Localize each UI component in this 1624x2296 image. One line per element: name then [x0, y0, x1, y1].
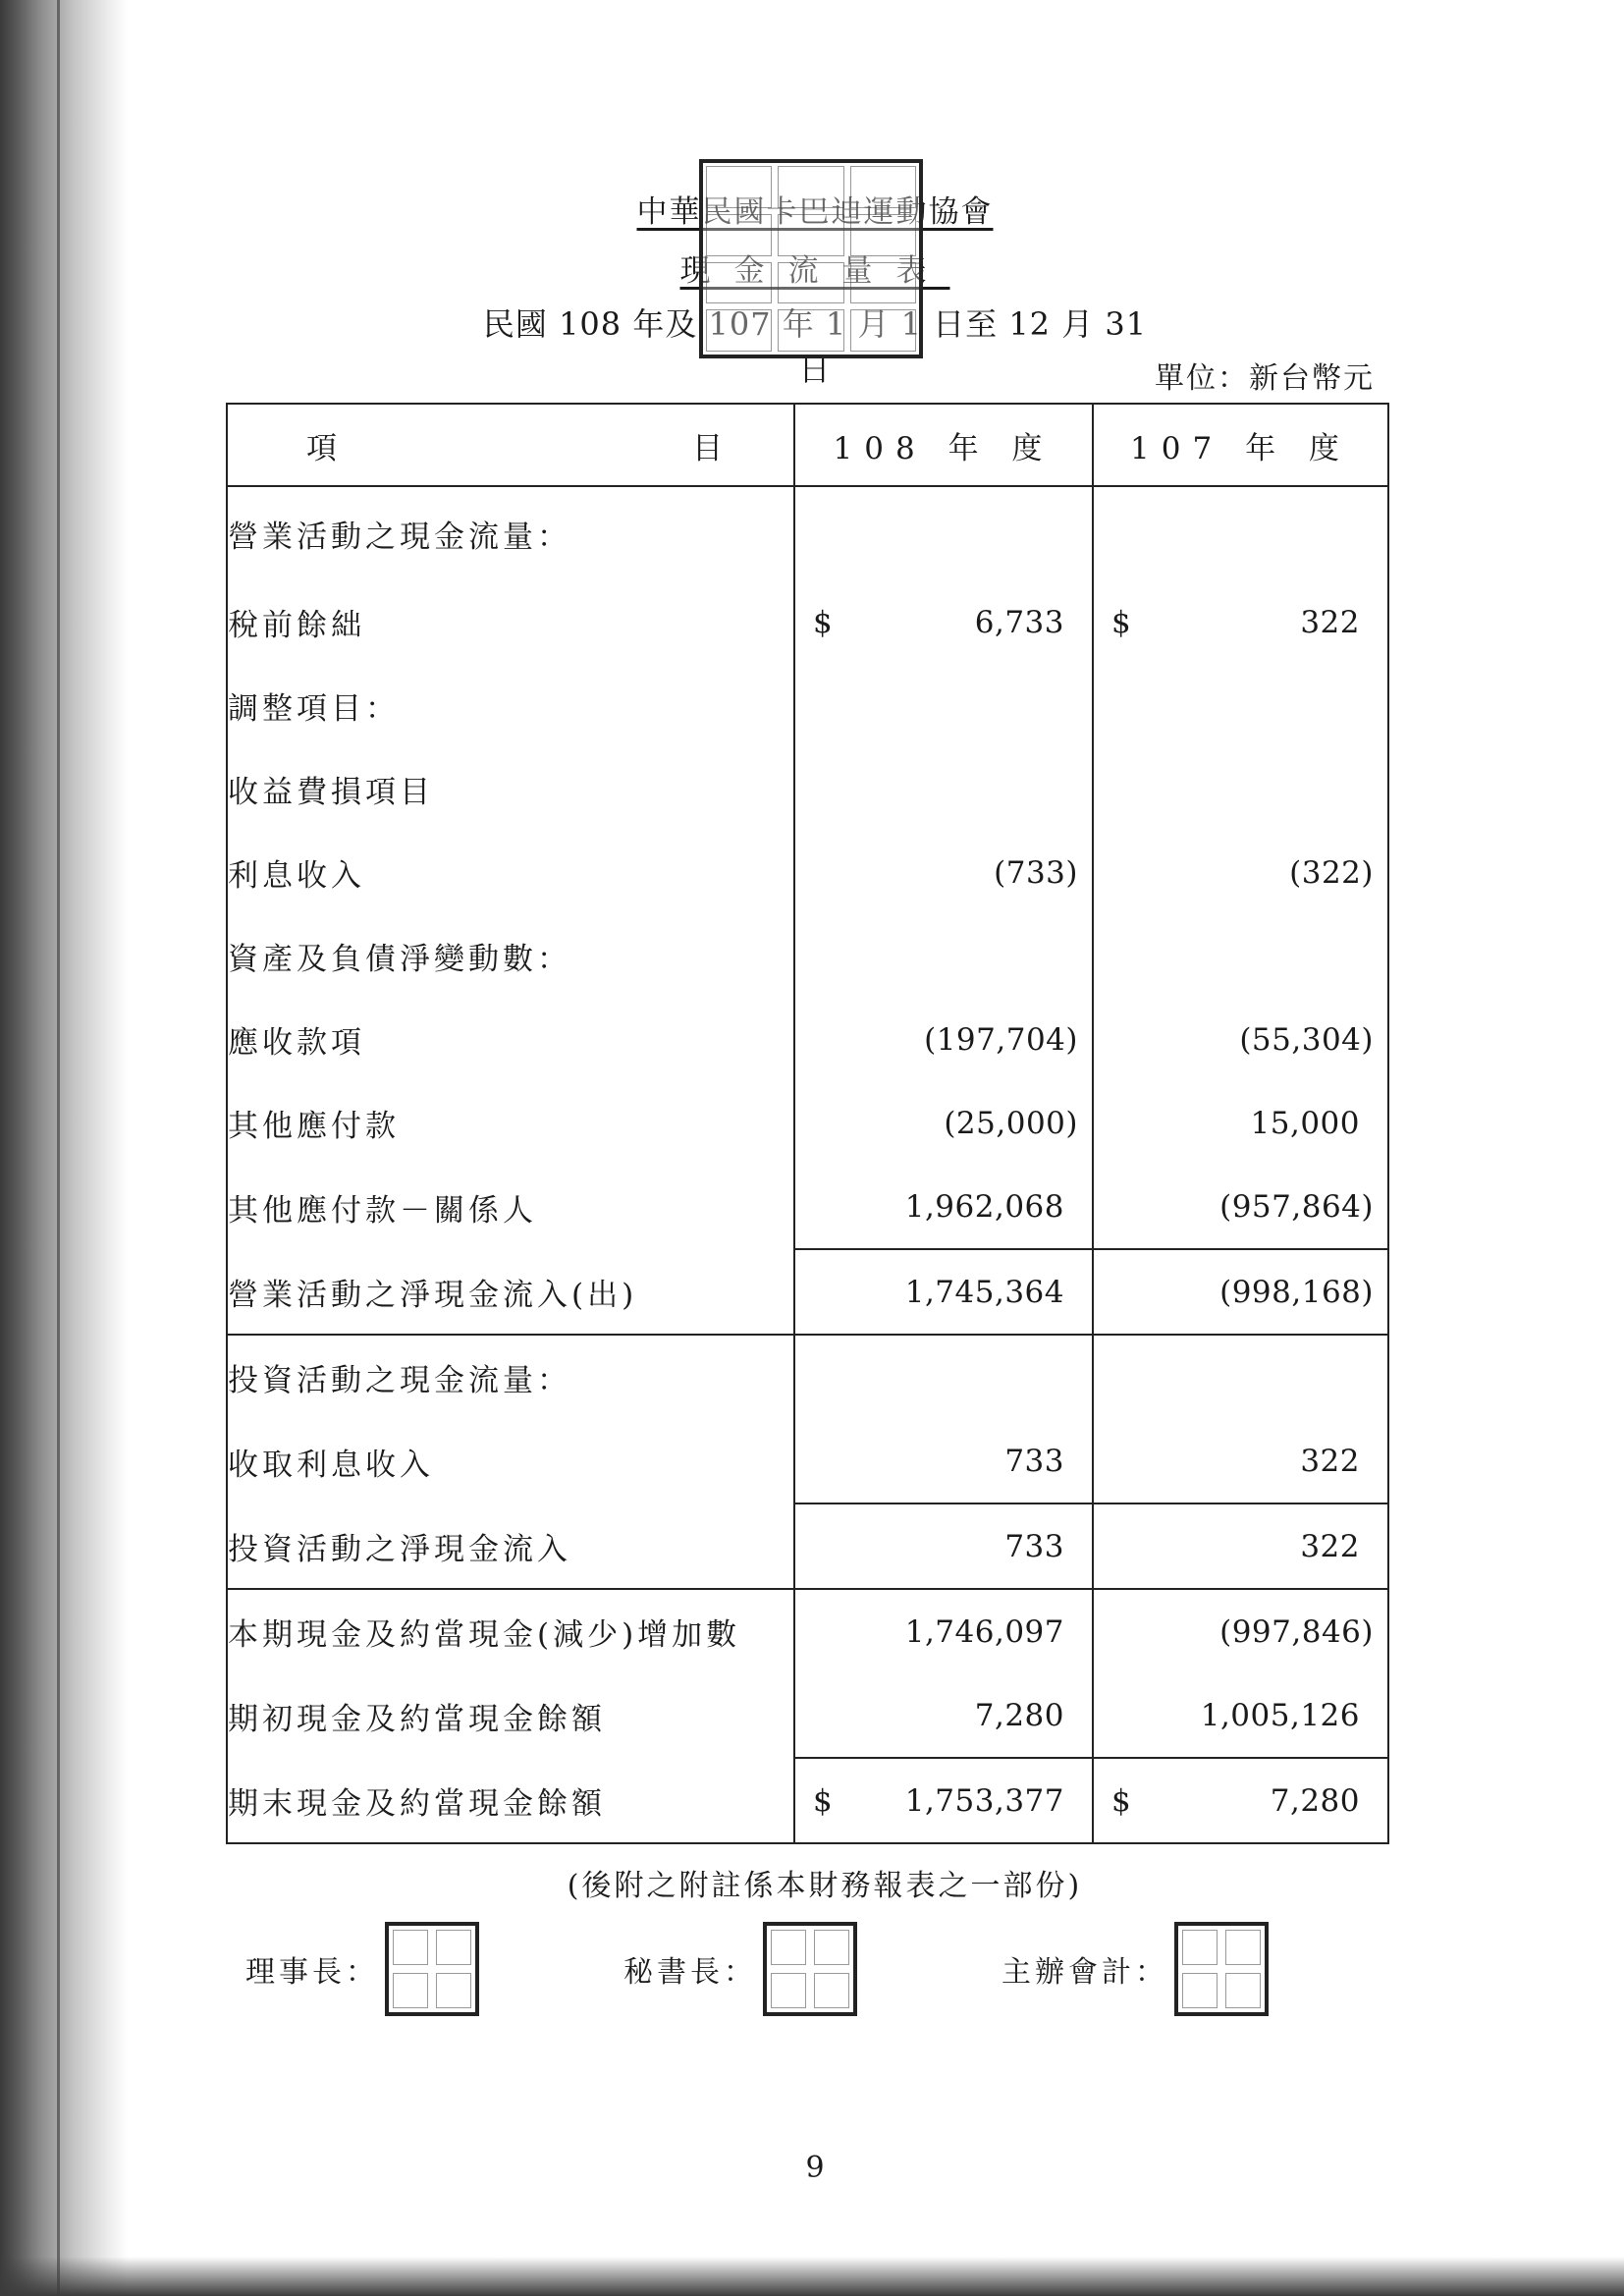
amount-107	[1093, 486, 1388, 580]
amount-108	[794, 1419, 1093, 1503]
amount-value: 15,000	[1250, 1105, 1360, 1141]
chairman-signature	[245, 1920, 479, 2018]
row-label: 收取利息收入	[227, 1419, 794, 1503]
row-label: 資產及負債淨變動數：	[227, 914, 794, 998]
row-label: 調整項目：	[227, 664, 794, 747]
amount-value: 6,733	[974, 604, 1064, 640]
table-row-subtotal	[227, 1249, 1388, 1335]
amount-108	[794, 664, 1093, 747]
amount-value: 733	[1004, 1528, 1064, 1564]
amount-value: (25,000)	[944, 1105, 1078, 1141]
amount-value: 322	[1300, 1443, 1360, 1479]
row-label: 其他應付款	[227, 1081, 794, 1165]
amount-value: 1,746,097	[904, 1613, 1064, 1650]
table-row	[227, 1165, 1388, 1249]
row-label: 投資活動之淨現金流入	[227, 1503, 794, 1589]
row-label: 利息收入	[227, 831, 794, 914]
amount-107	[1093, 1419, 1388, 1503]
table-row-subtotal	[227, 1503, 1388, 1589]
table-row	[227, 747, 1388, 831]
amount-108	[794, 1589, 1093, 1673]
row-label: 投資活動之現金流量：	[227, 1335, 794, 1419]
scan-binding-edge	[57, 0, 60, 2296]
page-number: 9	[805, 2151, 825, 2185]
currency-symbol: $	[813, 604, 834, 640]
row-label: 收益費損項目	[227, 747, 794, 831]
amount-value: 1,005,126	[1200, 1697, 1360, 1733]
row-label: 營業活動之淨現金流入(出)	[227, 1249, 794, 1335]
header-item-right: 目	[692, 430, 725, 466]
currency-symbol: $	[1111, 604, 1132, 640]
accountant-signature	[1001, 1920, 1269, 2018]
secretary-signature	[623, 1920, 857, 2018]
amount-value: 1,962,068	[904, 1188, 1064, 1225]
amount-107	[1093, 1589, 1388, 1673]
amount-107	[1093, 998, 1388, 1081]
amount-108	[794, 1503, 1093, 1589]
table-row	[227, 1419, 1388, 1503]
amount-value: 322	[1300, 1528, 1360, 1564]
table-row-grand-total	[227, 1758, 1388, 1843]
amount-value: 7,280	[974, 1697, 1064, 1733]
amount-108	[794, 998, 1093, 1081]
amount-108	[794, 1673, 1093, 1758]
row-label: 期末現金及約當現金餘額	[227, 1758, 794, 1843]
table-row	[227, 486, 1388, 580]
header-year-108: 108 年 度	[794, 404, 1093, 486]
table-row	[227, 831, 1388, 914]
row-label: 其他應付款－關係人	[227, 1165, 794, 1249]
table-row	[227, 1081, 1388, 1165]
amount-value: (733)	[994, 854, 1078, 891]
amount-108	[794, 914, 1093, 998]
row-label: 期初現金及約當現金餘額	[227, 1673, 794, 1758]
amount-107	[1093, 1081, 1388, 1165]
amount-107	[1093, 1758, 1388, 1843]
header-item	[227, 404, 794, 486]
amount-107	[1093, 1335, 1388, 1419]
amount-value: (322)	[1289, 854, 1374, 891]
row-label: 營業活動之現金流量：	[227, 486, 794, 580]
amount-108	[794, 486, 1093, 580]
amount-107	[1093, 914, 1388, 998]
statement-period: 民國 108 年及 107 年 1 月 1 日至 12 月 31 日	[482, 305, 1148, 388]
secretary-label: 秘書長：	[623, 1955, 757, 1990]
amount-107	[1093, 1249, 1388, 1335]
amount-107	[1093, 1503, 1388, 1589]
scan-binding-shadow	[0, 0, 128, 2296]
header-year-107: 107 年 度	[1093, 404, 1388, 486]
amount-108	[794, 1249, 1093, 1335]
amount-value: (197,704)	[924, 1021, 1078, 1058]
table-header-row	[227, 404, 1388, 486]
amount-value: 1,753,377	[904, 1782, 1064, 1819]
organization-seal-stamp	[699, 159, 923, 358]
table-row	[227, 664, 1388, 747]
amount-value: 322	[1300, 604, 1360, 640]
currency-symbol: $	[813, 1782, 834, 1819]
amount-value: (997,846)	[1219, 1613, 1374, 1650]
amount-value: (998,168)	[1219, 1274, 1374, 1310]
table-row	[227, 1673, 1388, 1758]
footnote: (後附之附註係本財務報表之一部份)	[567, 1869, 1083, 1903]
amount-value: 7,280	[1270, 1782, 1360, 1819]
amount-107	[1093, 747, 1388, 831]
table-row-total	[227, 1589, 1388, 1673]
amount-108	[794, 580, 1093, 664]
row-label: 本期現金及約當現金(減少)增加數	[227, 1589, 794, 1673]
chairman-label: 理事長：	[245, 1955, 379, 1990]
table-row	[227, 914, 1388, 998]
amount-107	[1093, 1165, 1388, 1249]
accountant-label: 主辦會計：	[1001, 1955, 1168, 1990]
cash-flow-table	[226, 403, 1389, 1844]
amount-107	[1093, 831, 1388, 914]
currency-unit: 單位：新台幣元	[1155, 361, 1375, 396]
header-item-left: 項	[306, 430, 339, 466]
amount-108	[794, 831, 1093, 914]
secretary-seal-stamp	[763, 1922, 857, 2016]
amount-value: 1,745,364	[904, 1274, 1064, 1310]
row-label: 應收款項	[227, 998, 794, 1081]
amount-108	[794, 1081, 1093, 1165]
currency-symbol: $	[1111, 1782, 1132, 1819]
amount-108	[794, 1335, 1093, 1419]
amount-value: (55,304)	[1239, 1021, 1374, 1058]
table-row	[227, 1335, 1388, 1419]
statement-title: 現金流量表	[679, 253, 950, 289]
amount-108	[794, 1165, 1093, 1249]
table-row	[227, 580, 1388, 664]
table-row	[227, 998, 1388, 1081]
amount-107	[1093, 1673, 1388, 1758]
amount-108	[794, 747, 1093, 831]
accountant-seal-stamp	[1174, 1922, 1269, 2016]
chairman-seal-stamp	[385, 1922, 479, 2016]
organization-title: 中華民國卡巴迪運動協會	[636, 194, 994, 230]
amount-108	[794, 1758, 1093, 1843]
scan-bottom-shadow	[0, 2257, 1624, 2296]
amount-107	[1093, 664, 1388, 747]
row-label: 稅前餘絀	[227, 580, 794, 664]
amount-value: 733	[1004, 1443, 1064, 1479]
amount-107	[1093, 580, 1388, 664]
amount-value: (957,864)	[1219, 1188, 1374, 1225]
